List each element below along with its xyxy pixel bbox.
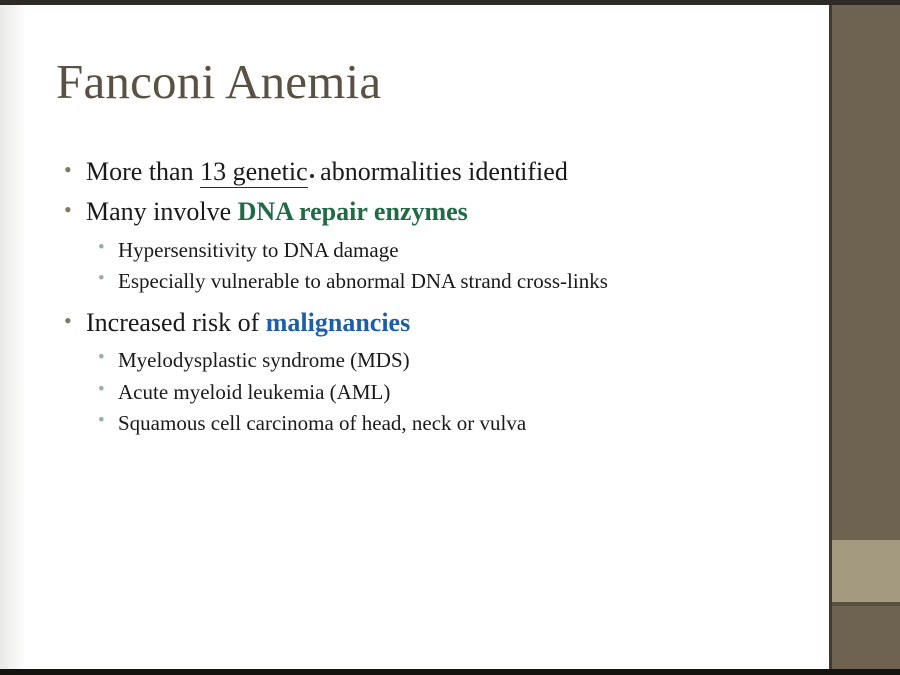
bullet-item-level2 <box>56 267 816 296</box>
bullet-dot-icon: • <box>64 307 72 333</box>
bullet-text-segment: Increased risk of <box>86 307 266 337</box>
slide-bullet-list <box>56 155 816 441</box>
bullet-dot-icon: • <box>98 347 105 369</box>
bullet-dot-icon: • <box>64 157 72 182</box>
bullet-text-segment: Acute myeloid leukemia (AML) <box>118 379 391 404</box>
bullet-dot-icon: • <box>98 410 105 432</box>
bullet-item-level2 <box>56 409 816 438</box>
slide-title: Fanconi Anemia <box>56 54 382 109</box>
bullet-dot-icon: • <box>98 268 105 290</box>
bullet-item-level2 <box>56 236 816 265</box>
bullet-text-segment: Squamous cell carcinoma of head, neck or vulva <box>118 411 527 436</box>
bullet-text-segment: Especially vulnerable to abnormal DNA strand cross-links <box>118 269 608 294</box>
bullet-item-level1 <box>56 195 816 229</box>
bullet-text-underlined-annotation: 13 genetic <box>200 157 308 186</box>
bullet-dot-icon: • <box>98 378 105 400</box>
bullet-text-segment: Hypersensitivity to DNA damage <box>118 237 399 262</box>
slide-right-band-accent-block <box>832 540 900 602</box>
bullet-item-level2 <box>56 378 816 407</box>
bullet-item-level1 <box>56 155 816 189</box>
bullet-dot-icon: • <box>98 236 105 258</box>
bullet-text-highlight-green: DNA repair enzymes <box>237 197 468 227</box>
bullet-text-segment: More than <box>86 157 201 186</box>
bullet-text-segment: abnormalities identified <box>313 157 568 186</box>
slide-right-band-separator <box>832 602 900 606</box>
bullet-dot-icon: • <box>64 197 72 223</box>
bullet-text-segment: Many involve <box>86 197 238 227</box>
bullet-item-level1 <box>56 306 816 340</box>
bullet-text-highlight-blue: malignancies <box>265 307 411 337</box>
bullet-text-segment: Myelodysplastic syndrome (MDS) <box>118 348 410 373</box>
bullet-item-level2 <box>56 346 816 375</box>
